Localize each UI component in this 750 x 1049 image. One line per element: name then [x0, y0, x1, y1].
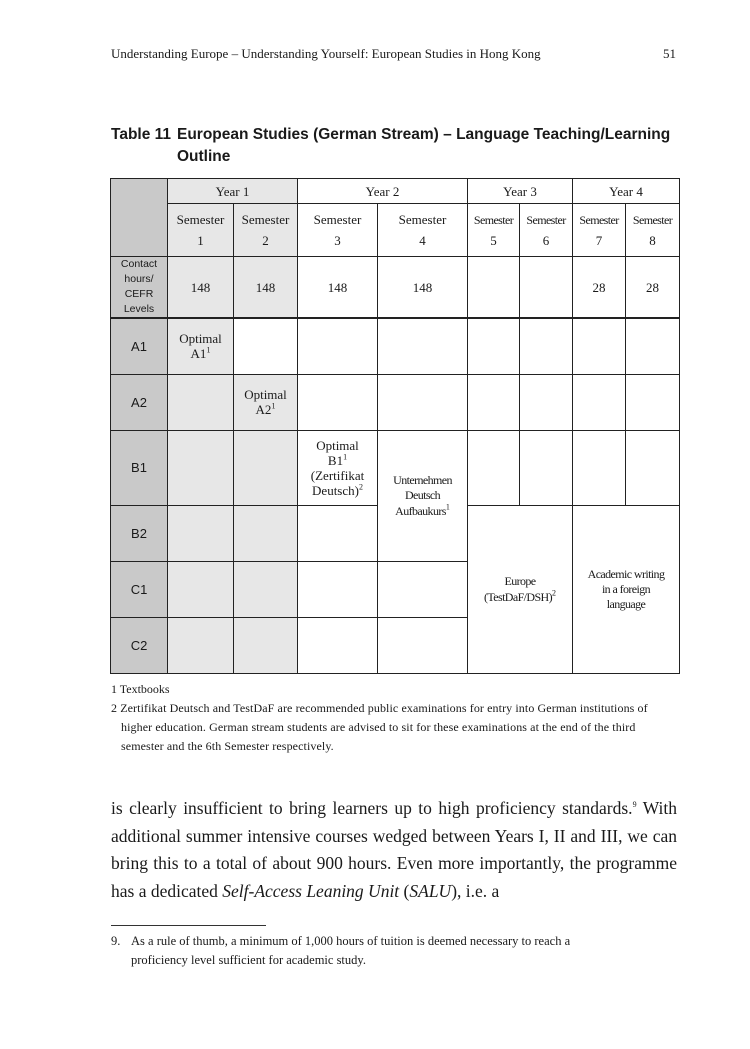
empty-cell [168, 374, 234, 430]
language-outline-table [110, 178, 680, 674]
semester-3-header: Semester 3 [298, 204, 378, 257]
running-header [111, 46, 676, 62]
table-title-line2: Outline [177, 148, 231, 165]
contact-hours-cell: 28 [573, 257, 626, 319]
level-label-a1: A1 [111, 318, 168, 374]
empty-cell [298, 505, 378, 561]
empty-cell [378, 561, 468, 617]
level-row-a1 [111, 318, 680, 374]
contact-hours-cell: 148 [378, 257, 468, 319]
contact-hours-label: Contact hours/ CEFR Levels [111, 257, 168, 319]
empty-cell [520, 374, 573, 430]
contact-hours-cell: 28 [626, 257, 680, 319]
unternehmen-deutsch-cell: Unternehmen Deutsch Aufbaukurs$^1$ [378, 430, 468, 561]
empty-cell [520, 430, 573, 505]
empty-cell [573, 318, 626, 374]
empty-cell [573, 430, 626, 505]
semester-header-row [111, 204, 680, 257]
contact-hours-cell: 148 [298, 257, 378, 319]
academic-writing-cell: Academic writing in a foreign language [573, 505, 680, 673]
empty-cell [573, 374, 626, 430]
contact-hours-cell [520, 257, 573, 319]
optimal-a1-cell: Optimal $A1^1$ [168, 318, 234, 374]
level-label-a2: A2 [111, 374, 168, 430]
empty-cell [468, 374, 520, 430]
level-label-c1: C1 [111, 561, 168, 617]
year-4-header: Year 4 [573, 179, 680, 204]
empty-cell [626, 374, 680, 430]
table-notes [111, 680, 677, 756]
level-row-a2 [111, 374, 680, 430]
empty-cell [378, 374, 468, 430]
year-header-row [111, 179, 680, 204]
empty-cell [234, 561, 298, 617]
contact-hours-row [111, 257, 680, 319]
year-1-header: Year 1 [168, 179, 298, 204]
page-number: 51 [663, 46, 676, 61]
level-label-b1: B1 [111, 430, 168, 505]
table-title-line1: European Studies (German Stream) – Language Teaching/Learning [177, 126, 671, 143]
europe-testdaf-cell: Europe (TestDaF/DSH)$^2$ [468, 505, 573, 673]
table-note-2: 2 Zertifikat Deutsch and TestDaF are recommended public examinations for entry into German institutions of higher education. German stream students are advised to sit for these examinations at the end of the third semester and the 6th Semester respectively. [111, 701, 648, 753]
empty-cell [298, 374, 378, 430]
optimal-b1-cell: Optimal $B1^1$ (Zertifikat Deutsch)$^2$ [298, 430, 378, 505]
footnote-rule [111, 925, 266, 926]
semester-2-header: Semester 2 [234, 204, 298, 257]
empty-cell [168, 505, 234, 561]
contact-hours-cell [468, 257, 520, 319]
semester-4-header: Semester 4 [378, 204, 468, 257]
empty-cell [168, 617, 234, 673]
empty-cell [468, 318, 520, 374]
empty-cell [298, 561, 378, 617]
empty-cell [298, 617, 378, 673]
empty-cell [626, 430, 680, 505]
running-title: Understanding Europe – Understanding Yourself: European Studies in Hong Kong [111, 46, 541, 61]
contact-hours-cell: 148 [168, 257, 234, 319]
table-note-1: 1 Textbooks [111, 682, 170, 696]
semester-8-header: Semester 8 [626, 204, 680, 257]
year-2-header: Year 2 [298, 179, 468, 204]
footnote-ref[interactable]: 9 [632, 800, 637, 810]
optimal-a2-cell: Optimal $A2^1$ [234, 374, 298, 430]
corner-cell [111, 179, 168, 257]
empty-cell [234, 505, 298, 561]
semester-6-header: Semester 6 [520, 204, 573, 257]
semester-1-header: Semester 1 [168, 204, 234, 257]
empty-cell [234, 617, 298, 673]
empty-cell [378, 318, 468, 374]
year-3-header: Year 3 [468, 179, 573, 204]
empty-cell [378, 617, 468, 673]
empty-cell [520, 318, 573, 374]
semester-5-header: Semester 5 [468, 204, 520, 257]
empty-cell [234, 318, 298, 374]
level-row-b1 [111, 430, 680, 505]
level-label-c2: C2 [111, 617, 168, 673]
empty-cell [168, 430, 234, 505]
body-paragraph: is clearly insufficient to bring learners up to high proficiency standards.$^9$ With additional summer intensive courses wedged between Years I, II and III, we can bring this to a total of about 900 hours. Even more importantly, the programme has a dedicated Self-Access Leaning Unit (SALU), i.e. a [111, 798, 677, 901]
semester-7-header: Semester 7 [573, 204, 626, 257]
empty-cell [234, 430, 298, 505]
empty-cell [298, 318, 378, 374]
footnote-9: 9. As a rule of thumb, a minimum of 1,000 hours of tuition is deemed necessary to reach a proficiency level sufficient for academic study. [111, 934, 571, 967]
footnote-number: 9. [111, 934, 121, 948]
empty-cell [168, 561, 234, 617]
empty-cell [626, 318, 680, 374]
contact-hours-cell: 148 [234, 257, 298, 319]
level-label-b2: B2 [111, 505, 168, 561]
empty-cell [468, 430, 520, 505]
table-caption [111, 124, 681, 168]
table-number: Table 11 [111, 126, 172, 143]
